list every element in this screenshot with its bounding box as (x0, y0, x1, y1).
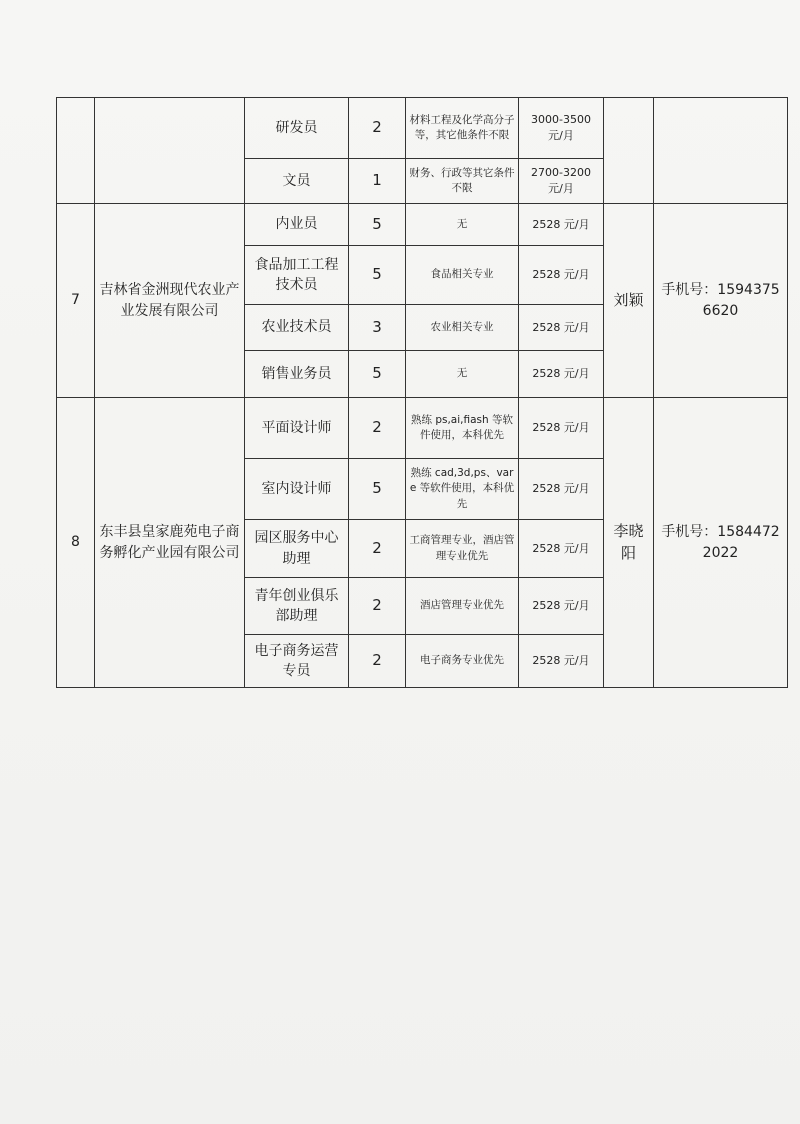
contact-person: 李晓阳 (604, 398, 654, 688)
row-number (57, 98, 95, 204)
position-salary: 2528 元/月 (519, 351, 604, 398)
position-requirement: 无 (406, 204, 519, 246)
position-count: 5 (349, 204, 406, 246)
position-count: 2 (349, 98, 406, 159)
job-listing-table (56, 97, 788, 688)
position-requirement: 食品相关专业 (406, 246, 519, 305)
table-row (57, 98, 788, 159)
position-count: 3 (349, 305, 406, 351)
position-requirement: 工商管理专业，酒店管理专业优先 (406, 520, 519, 578)
position-requirement: 熟练 ps,ai,fiash 等软件使用，本科优先 (406, 398, 519, 459)
position-title: 内业员 (245, 204, 349, 246)
position-count: 2 (349, 578, 406, 635)
contact-phone: 手机号：15844722022 (654, 398, 788, 688)
position-count: 2 (349, 520, 406, 578)
row-number: 8 (57, 398, 95, 688)
position-requirement: 酒店管理专业优先 (406, 578, 519, 635)
position-title: 园区服务中心助理 (245, 520, 349, 578)
company-name (95, 98, 245, 204)
position-salary: 2700-3200 元/月 (519, 159, 604, 204)
row-number: 7 (57, 204, 95, 398)
position-title: 室内设计师 (245, 459, 349, 520)
company-name: 东丰县皇家鹿苑电子商务孵化产业园有限公司 (95, 398, 245, 688)
position-title: 文员 (245, 159, 349, 204)
position-salary: 2528 元/月 (519, 204, 604, 246)
contact-person: 刘颖 (604, 204, 654, 398)
contact-person (604, 98, 654, 204)
position-requirement: 无 (406, 351, 519, 398)
position-salary: 2528 元/月 (519, 246, 604, 305)
position-salary: 3000-3500 元/月 (519, 98, 604, 159)
table-row (57, 204, 788, 246)
position-title: 研发员 (245, 98, 349, 159)
position-salary: 2528 元/月 (519, 305, 604, 351)
position-title: 农业技术员 (245, 305, 349, 351)
position-salary: 2528 元/月 (519, 635, 604, 688)
position-requirement: 材料工程及化学高分子等，其它他条件不限 (406, 98, 519, 159)
position-requirement: 熟练 cad,3d,ps、vare 等软件使用，本科优先 (406, 459, 519, 520)
contact-phone: 手机号：15943756620 (654, 204, 788, 398)
position-title: 青年创业俱乐部助理 (245, 578, 349, 635)
company-name: 吉林省金洲现代农业产业发展有限公司 (95, 204, 245, 398)
contact-phone (654, 98, 788, 204)
position-count: 2 (349, 635, 406, 688)
position-salary: 2528 元/月 (519, 459, 604, 520)
position-requirement: 财务、行政等其它条件不限 (406, 159, 519, 204)
position-salary: 2528 元/月 (519, 520, 604, 578)
position-salary: 2528 元/月 (519, 578, 604, 635)
position-count: 5 (349, 351, 406, 398)
position-requirement: 农业相关专业 (406, 305, 519, 351)
position-title: 销售业务员 (245, 351, 349, 398)
position-count: 5 (349, 246, 406, 305)
table-row (57, 398, 788, 459)
position-title: 电子商务运营专员 (245, 635, 349, 688)
position-requirement: 电子商务专业优先 (406, 635, 519, 688)
position-salary: 2528 元/月 (519, 398, 604, 459)
position-count: 5 (349, 459, 406, 520)
position-count: 1 (349, 159, 406, 204)
position-title: 食品加工工程技术员 (245, 246, 349, 305)
position-count: 2 (349, 398, 406, 459)
position-title: 平面设计师 (245, 398, 349, 459)
